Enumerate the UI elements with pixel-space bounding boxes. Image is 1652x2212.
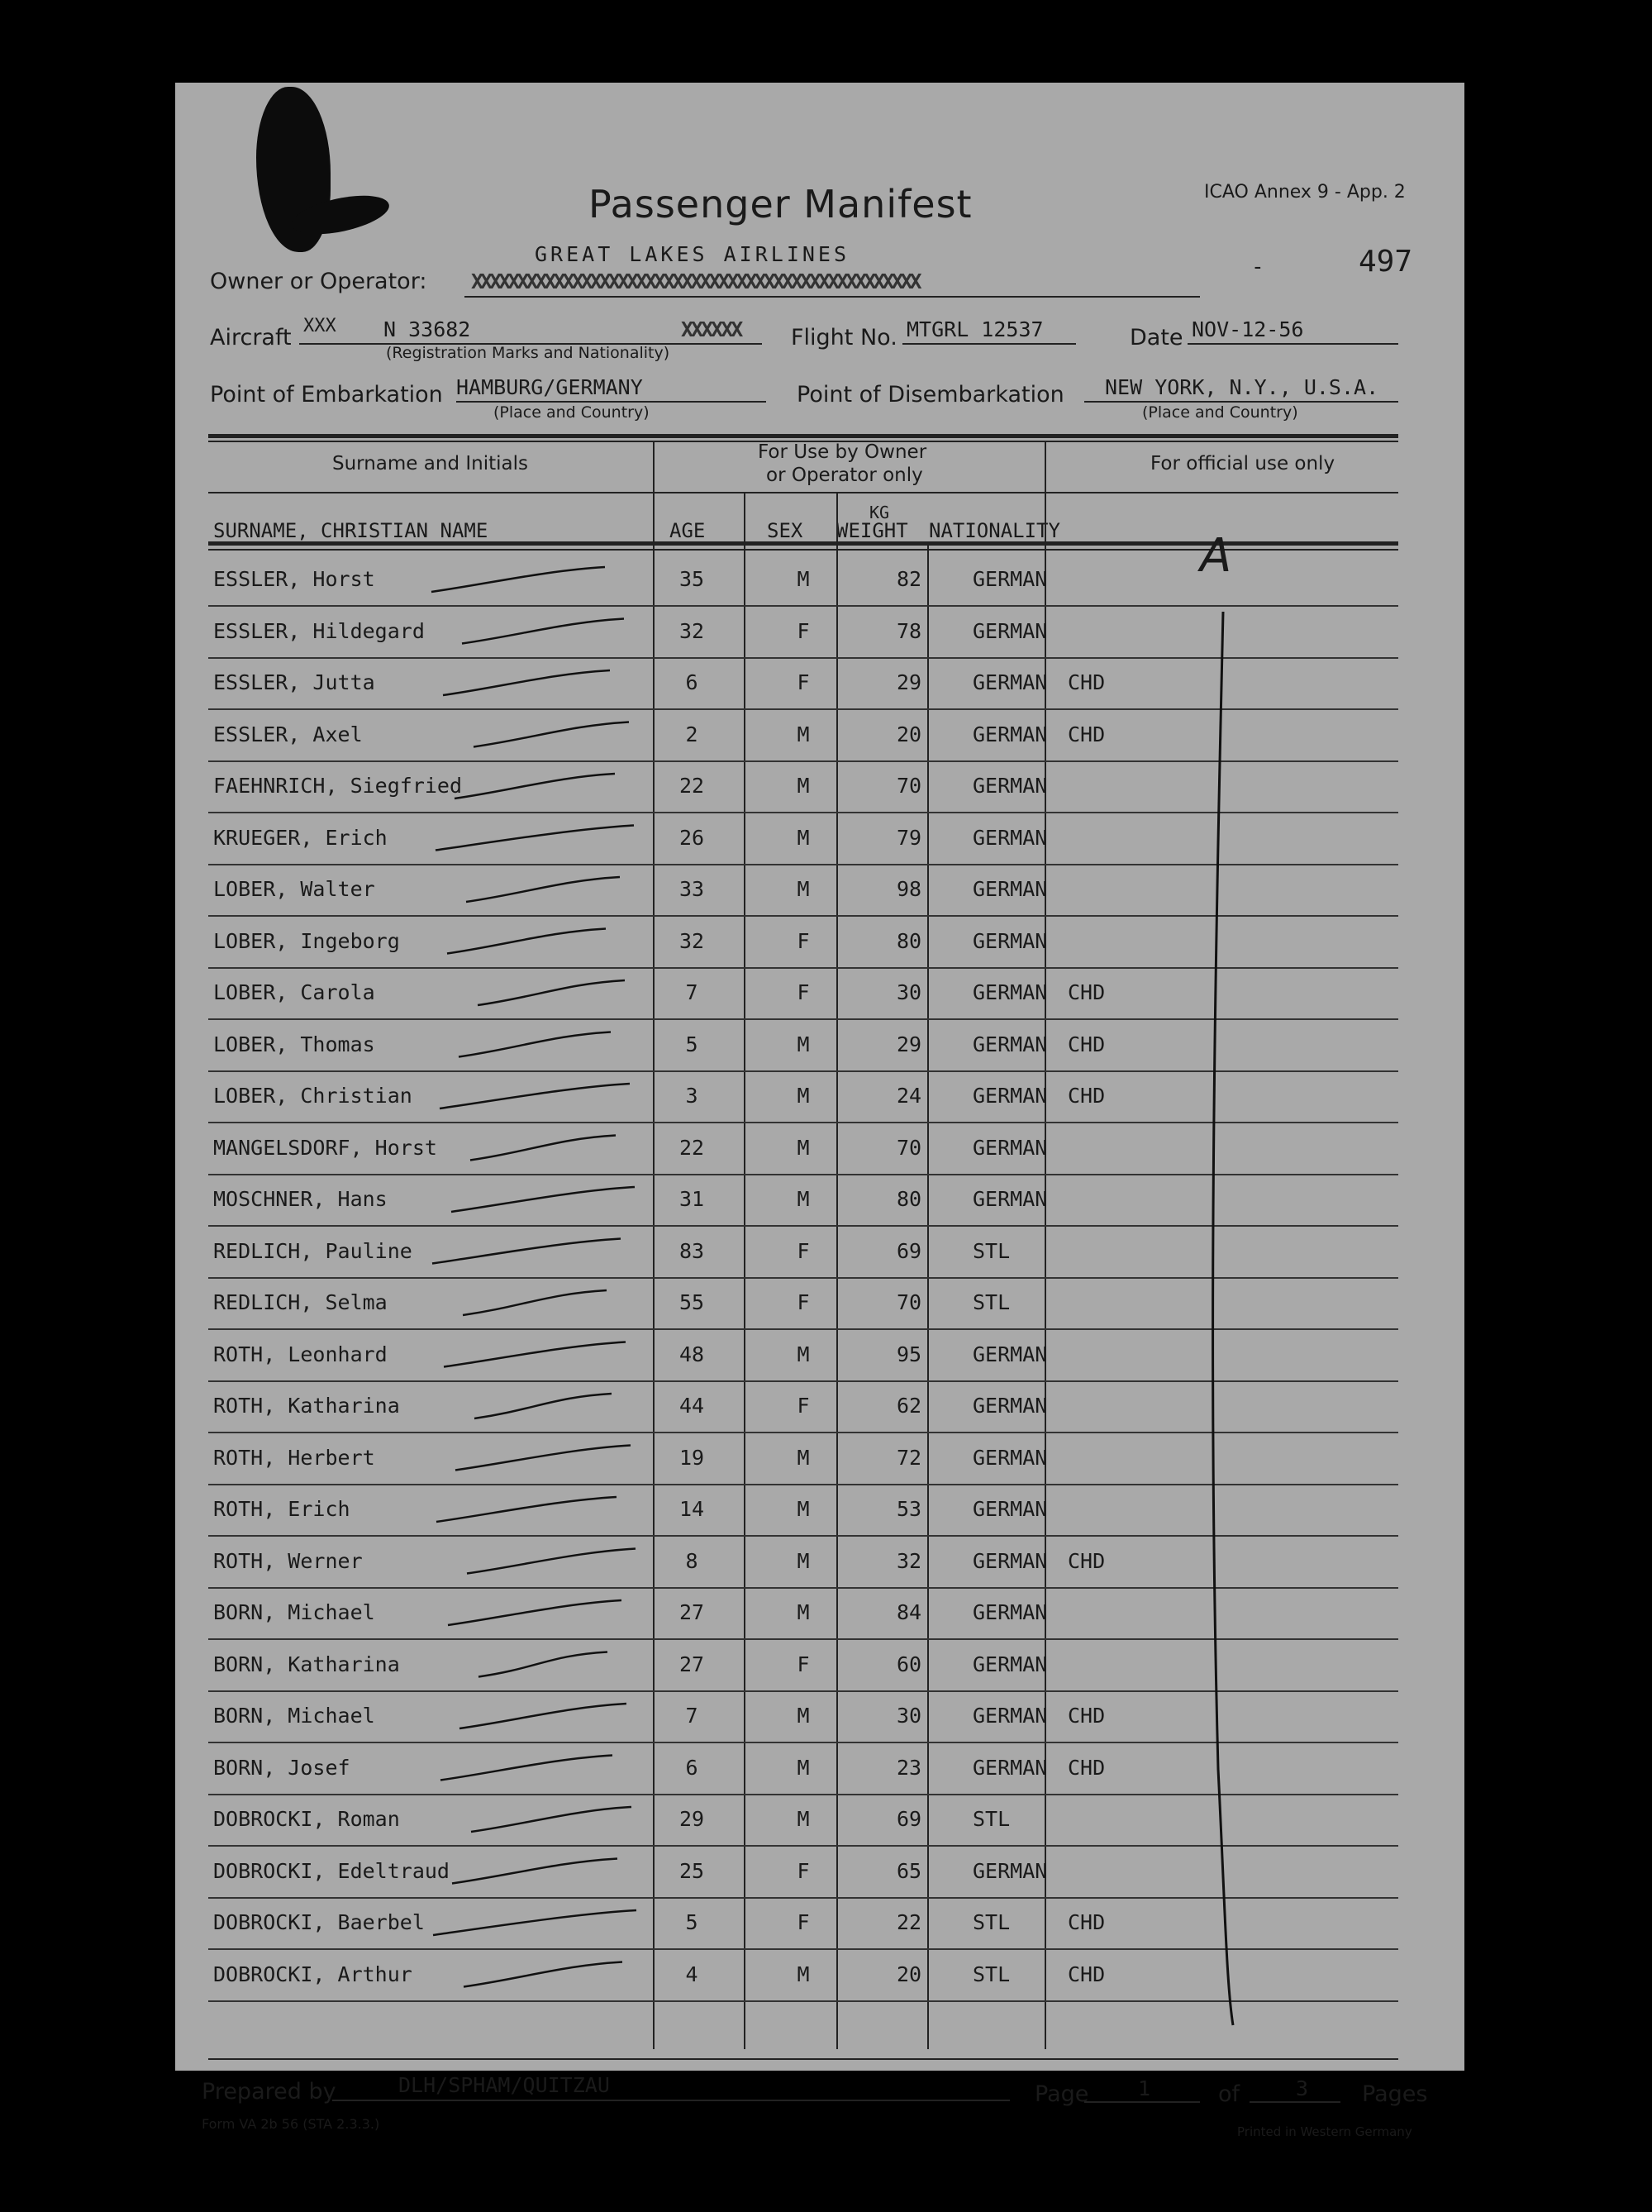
header-rule xyxy=(208,492,1398,493)
passenger-name: ROTH, Werner xyxy=(213,1548,363,1573)
owner-value: GREAT LAKES AIRLINES xyxy=(535,242,850,266)
page-title: Passenger Manifest xyxy=(588,182,973,226)
table-row xyxy=(208,1434,1398,1485)
passenger-nationality: GERMAN xyxy=(973,1497,1048,1521)
passenger-name: DOBROCKI, Baerbel xyxy=(213,1910,425,1934)
passenger-sex: F xyxy=(797,1238,810,1263)
passenger-note: CHD xyxy=(1068,1548,1106,1573)
table-row xyxy=(208,1899,1398,1950)
flight-number: MTGRL 12537 xyxy=(907,317,1044,341)
passenger-name: LOBER, Walter xyxy=(213,877,375,901)
passenger-age: 4 xyxy=(685,1962,698,1986)
passenger-sex: F xyxy=(797,928,810,953)
passenger-age: 7 xyxy=(685,980,698,1004)
passenger-nationality: GERMAN xyxy=(973,1187,1048,1211)
passenger-note: CHD xyxy=(1068,1032,1106,1056)
column-age: AGE xyxy=(669,519,706,542)
passenger-note: CHD xyxy=(1068,1755,1106,1780)
passenger-age: 55 xyxy=(678,1290,705,1314)
passenger-name: ROTH, Herbert xyxy=(213,1445,375,1470)
passenger-age: 35 xyxy=(678,567,705,591)
passenger-sex: M xyxy=(797,567,810,591)
passenger-sex: M xyxy=(797,1704,810,1728)
passenger-age: 5 xyxy=(685,1910,698,1934)
passenger-sex: M xyxy=(797,1548,810,1573)
passenger-weight: 65 xyxy=(896,1858,922,1883)
table-row xyxy=(208,1951,1398,2002)
passenger-name: MOSCHNER, Hans xyxy=(213,1187,388,1211)
passenger-sex: F xyxy=(797,670,810,694)
passenger-name: BORN, Michael xyxy=(213,1600,375,1624)
table-row xyxy=(208,1795,1398,1847)
passenger-nationality: GERMAN xyxy=(973,1548,1048,1573)
aircraft-sublabel: (Registration Marks and Nationality) xyxy=(386,344,670,362)
passenger-name: LOBER, Christian xyxy=(213,1084,412,1108)
table-row xyxy=(208,1072,1398,1123)
passenger-weight: 82 xyxy=(896,567,922,591)
table-row xyxy=(208,1537,1398,1589)
date-underline xyxy=(1188,343,1398,345)
passenger-nationality: GERMAN xyxy=(973,774,1048,798)
passenger-age: 22 xyxy=(678,1135,705,1160)
column-nationality: NATIONALITY xyxy=(929,519,1060,542)
passenger-weight: 95 xyxy=(896,1342,922,1366)
passenger-age: 29 xyxy=(678,1807,705,1831)
table-row xyxy=(208,865,1398,917)
passenger-nationality: GERMAN xyxy=(973,670,1048,694)
passenger-nationality: STL xyxy=(973,1238,1011,1263)
column-sex: SEX xyxy=(767,519,803,542)
passenger-age: 6 xyxy=(685,670,698,694)
passenger-name: KRUEGER, Erich xyxy=(213,825,388,850)
page-stamp: 497 xyxy=(1359,245,1413,279)
embarkation-label: Point of Embarkation xyxy=(210,382,443,408)
disembarkation-sublabel: (Place and Country) xyxy=(1142,403,1298,422)
official-use-header: For official use only xyxy=(1150,453,1335,474)
manifest-page xyxy=(175,83,1464,2139)
passenger-weight: 80 xyxy=(896,928,922,953)
passenger-nationality: GERMAN xyxy=(973,1342,1048,1366)
of-underline xyxy=(1250,2101,1340,2103)
passenger-weight: 23 xyxy=(896,1755,922,1780)
disembarkation-label: Point of Disembarkation xyxy=(797,382,1064,408)
passenger-nationality: GERMAN xyxy=(973,1394,1048,1418)
passenger-weight: 69 xyxy=(896,1238,922,1263)
passenger-name: BORN, Michael xyxy=(213,1704,375,1728)
passenger-nationality: GERMAN xyxy=(973,980,1048,1004)
official-mark: A xyxy=(1200,529,1232,583)
passenger-nationality: STL xyxy=(973,1807,1011,1831)
passenger-sex: F xyxy=(797,618,810,643)
passenger-age: 5 xyxy=(685,1032,698,1056)
passenger-weight: 70 xyxy=(896,1290,922,1314)
disembarkation-underline xyxy=(1084,401,1398,403)
passenger-age: 26 xyxy=(678,825,705,850)
passenger-age: 32 xyxy=(678,928,705,953)
passenger-weight: 80 xyxy=(896,1187,922,1211)
passenger-note: CHD xyxy=(1068,722,1106,746)
embarkation-value: HAMBURG/GERMANY xyxy=(456,375,643,399)
passenger-sex: M xyxy=(797,1135,810,1160)
table-row xyxy=(208,659,1398,710)
passenger-age: 27 xyxy=(678,1652,705,1676)
passenger-sex: M xyxy=(797,1807,810,1831)
passenger-weight: 20 xyxy=(896,722,922,746)
table-row xyxy=(208,1589,1398,1640)
passenger-weight: 69 xyxy=(896,1807,922,1831)
table-row xyxy=(208,608,1398,659)
passenger-weight: 72 xyxy=(896,1445,922,1470)
passenger-sex: F xyxy=(797,980,810,1004)
passenger-weight: 30 xyxy=(896,980,922,1004)
table-row xyxy=(208,1021,1398,1072)
passenger-sex: M xyxy=(797,1600,810,1624)
passenger-name: ESSLER, Hildegard xyxy=(213,618,425,643)
passenger-age: 27 xyxy=(678,1600,705,1624)
passenger-weight: 22 xyxy=(896,1910,922,1934)
passenger-nationality: GERMAN xyxy=(973,567,1048,591)
table-row xyxy=(208,1331,1398,1382)
form-id: Form VA 2b 56 (STA 2.3.3.) xyxy=(202,2116,380,2132)
passenger-sex: M xyxy=(797,1497,810,1521)
passenger-sex: M xyxy=(797,774,810,798)
passenger-name: ROTH, Leonhard xyxy=(213,1342,388,1366)
table-row xyxy=(208,1175,1398,1227)
passenger-name: LOBER, Carola xyxy=(213,980,375,1004)
passenger-age: 8 xyxy=(685,1548,698,1573)
passenger-weight: 62 xyxy=(896,1394,922,1418)
passenger-nationality: GERMAN xyxy=(973,1135,1048,1160)
passenger-age: 2 xyxy=(685,722,698,746)
passenger-name: ROTH, Erich xyxy=(213,1497,350,1521)
passenger-note: CHD xyxy=(1068,980,1106,1004)
flight-underline xyxy=(902,343,1076,345)
prepared-by-label: Prepared by xyxy=(202,2079,336,2105)
passenger-sex: M xyxy=(797,877,810,901)
passenger-sex: M xyxy=(797,1445,810,1470)
passenger-name: DOBROCKI, Roman xyxy=(213,1807,400,1831)
passenger-sex: F xyxy=(797,1910,810,1934)
owner-underline xyxy=(464,296,1200,298)
passenger-age: 32 xyxy=(678,618,705,643)
row-rule xyxy=(208,2000,1398,2002)
table-row xyxy=(208,1228,1398,1279)
passenger-nationality: GERMAN xyxy=(973,1032,1048,1056)
owner-label: Owner or Operator: xyxy=(210,269,427,294)
passenger-name: DOBROCKI, Edeltraud xyxy=(213,1858,450,1883)
passenger-name: MANGELSDORF, Horst xyxy=(213,1135,437,1160)
passenger-weight: 98 xyxy=(896,877,922,901)
table-row xyxy=(208,711,1398,762)
aircraft-prefix: XXX xyxy=(303,316,336,336)
table-row xyxy=(208,1641,1398,1692)
passenger-sex: M xyxy=(797,1187,810,1211)
surname-initials-header: Surname and Initials xyxy=(332,453,528,474)
passenger-nationality: GERMAN xyxy=(973,1600,1048,1624)
passenger-name: LOBER, Ingeborg xyxy=(213,928,400,953)
passenger-sex: M xyxy=(797,722,810,746)
passenger-name: BORN, Josef xyxy=(213,1755,350,1780)
passenger-nationality: GERMAN xyxy=(973,1084,1048,1108)
passenger-sex: M xyxy=(797,1755,810,1780)
table-row xyxy=(208,1692,1398,1743)
owner-use-header: or Operator only xyxy=(766,465,923,486)
passenger-weight: 70 xyxy=(896,774,922,798)
passenger-weight: 84 xyxy=(896,1600,922,1624)
annex-reference: ICAO Annex 9 - App. 2 xyxy=(1204,182,1406,203)
passenger-name: REDLICH, Selma xyxy=(213,1290,388,1314)
passenger-nationality: STL xyxy=(973,1962,1011,1986)
passenger-age: 83 xyxy=(678,1238,705,1263)
pages-label: Pages xyxy=(1362,2081,1428,2107)
footer-rule xyxy=(208,2058,1398,2060)
passenger-weight: 78 xyxy=(896,618,922,643)
passenger-nationality: GERMAN xyxy=(973,618,1048,643)
page-label: Page xyxy=(1035,2081,1089,2107)
table-row xyxy=(208,1279,1398,1330)
aircraft-label: Aircraft xyxy=(210,325,292,350)
table-row xyxy=(208,1124,1398,1175)
passenger-name: ROTH, Katharina xyxy=(213,1394,400,1418)
passenger-sex: F xyxy=(797,1858,810,1883)
embarkation-sublabel: (Place and Country) xyxy=(493,403,650,422)
passenger-name: FAEHNRICH, Siegfried xyxy=(213,774,463,798)
passenger-nationality: GERMAN xyxy=(973,1652,1048,1676)
prepared-by-value: DLH/SPHAM/QUITZAU xyxy=(398,2073,610,2097)
passenger-name: ESSLER, Jutta xyxy=(213,670,375,694)
passenger-age: 31 xyxy=(678,1187,705,1211)
date-label: Date xyxy=(1130,325,1183,350)
aircraft-registration: N 33682 xyxy=(383,317,471,341)
passenger-age: 48 xyxy=(678,1342,705,1366)
passenger-weight: 24 xyxy=(896,1084,922,1108)
page-underline xyxy=(1084,2101,1200,2103)
passenger-note: CHD xyxy=(1068,1704,1106,1728)
column-surname: SURNAME, CHRISTIAN NAME xyxy=(213,519,488,542)
table-row xyxy=(208,1744,1398,1795)
dash-mark: - xyxy=(1251,255,1264,279)
passenger-weight: 20 xyxy=(896,1962,922,1986)
passenger-weight: 29 xyxy=(896,670,922,694)
passenger-age: 7 xyxy=(685,1704,698,1728)
passenger-weight: 79 xyxy=(896,825,922,850)
passenger-age: 33 xyxy=(678,877,705,901)
passenger-age: 22 xyxy=(678,774,705,798)
passenger-nationality: GERMAN xyxy=(973,825,1048,850)
passenger-nationality: GERMAN xyxy=(973,1755,1048,1780)
passenger-age: 25 xyxy=(678,1858,705,1883)
passenger-sex: F xyxy=(797,1290,810,1314)
passenger-age: 19 xyxy=(678,1445,705,1470)
passenger-nationality: GERMAN xyxy=(973,1704,1048,1728)
passenger-note: CHD xyxy=(1068,1962,1106,1986)
passenger-nationality: GERMAN xyxy=(973,722,1048,746)
passenger-weight: 29 xyxy=(896,1032,922,1056)
passenger-nationality: STL xyxy=(973,1290,1011,1314)
passenger-name: LOBER, Thomas xyxy=(213,1032,375,1056)
flight-label: Flight No. xyxy=(791,325,897,350)
table-row xyxy=(208,555,1398,607)
table-row xyxy=(208,1847,1398,1899)
passenger-note: CHD xyxy=(1068,1910,1106,1934)
page-value: 1 xyxy=(1138,2076,1151,2100)
passenger-sex: M xyxy=(797,825,810,850)
passenger-age: 14 xyxy=(678,1497,705,1521)
passenger-nationality: GERMAN xyxy=(973,1858,1048,1883)
passenger-weight: 53 xyxy=(896,1497,922,1521)
embarkation-underline xyxy=(456,401,766,403)
table-row xyxy=(208,1382,1398,1433)
passenger-name: ESSLER, Horst xyxy=(213,567,375,591)
passenger-note: CHD xyxy=(1068,1084,1106,1108)
passenger-weight: 60 xyxy=(896,1652,922,1676)
struck-out-text: XXXXXX xyxy=(681,317,741,341)
of-label: of xyxy=(1218,2081,1240,2107)
passenger-sex: M xyxy=(797,1084,810,1108)
table-row xyxy=(208,969,1398,1020)
passenger-note: CHD xyxy=(1068,670,1106,694)
passenger-nationality: GERMAN xyxy=(973,877,1048,901)
prepared-underline xyxy=(332,2100,1010,2101)
passenger-weight: 32 xyxy=(896,1548,922,1573)
column-kg: KG xyxy=(869,503,890,522)
passenger-weight: 70 xyxy=(896,1135,922,1160)
date-value: NOV-12-56 xyxy=(1192,317,1304,341)
table-top-rule xyxy=(208,434,1398,438)
passenger-sex: F xyxy=(797,1652,810,1676)
owner-use-header: For Use by Owner xyxy=(758,441,927,463)
passenger-name: ESSLER, Axel xyxy=(213,722,363,746)
passenger-weight: 30 xyxy=(896,1704,922,1728)
passenger-sex: M xyxy=(797,1032,810,1056)
table-row xyxy=(208,762,1398,813)
passenger-sex: M xyxy=(797,1342,810,1366)
column-weight: WEIGHT xyxy=(836,519,908,542)
passenger-nationality: GERMAN xyxy=(973,1445,1048,1470)
printed-note: Printed in Western Germany xyxy=(1237,2124,1412,2139)
table-row xyxy=(208,918,1398,969)
passenger-name: REDLICH, Pauline xyxy=(213,1238,412,1263)
passenger-sex: F xyxy=(797,1394,810,1418)
passenger-name: DOBROCKI, Arthur xyxy=(213,1962,412,1986)
struck-out-text: XXXXXXXXXXXXXXXXXXXXXXXXXXXXXXXXXXXXXXXXXXXXXXXXX xyxy=(471,269,919,293)
passenger-nationality: STL xyxy=(973,1910,1011,1934)
passenger-age: 3 xyxy=(685,1084,698,1108)
table-row xyxy=(208,814,1398,865)
disembarkation-value: NEW YORK, N.Y., U.S.A. xyxy=(1105,375,1379,399)
passenger-nationality: GERMAN xyxy=(973,928,1048,953)
table-row xyxy=(208,1485,1398,1537)
passenger-age: 6 xyxy=(685,1755,698,1780)
passenger-age: 44 xyxy=(678,1394,705,1418)
passenger-name: BORN, Katharina xyxy=(213,1652,400,1676)
of-value: 3 xyxy=(1296,2076,1309,2100)
passenger-sex: M xyxy=(797,1962,810,1986)
